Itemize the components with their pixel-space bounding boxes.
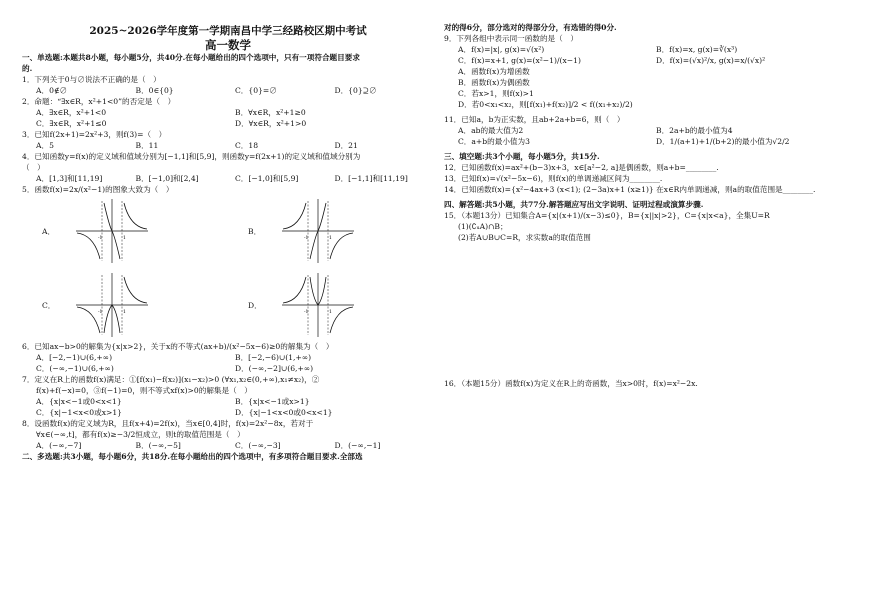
q10-option-c: C．若x>1，则f(x)>1 [458, 89, 534, 98]
left-column [22, 0, 434, 462]
q5-stem: 5．函数f(x)=2x/(x²−1)的图象大致为（ ） [22, 185, 174, 194]
q5-graph-c [22, 271, 228, 339]
q10-option-b: B．函数f(x)为偶函数 [458, 78, 530, 87]
q9-option-b: B．f(x)=x, g(x)=∛(x³) [656, 45, 738, 54]
q7-stem-cont: f(x)+f(−x)=0，③f(−1)=0，则不等式xf(x)>0的解集是（ ） [36, 386, 252, 395]
q5-graph-d [228, 271, 434, 339]
tick-1-d: 1 [329, 310, 332, 315]
tick-1-a: 1 [123, 236, 126, 241]
exam-title: 2025~2026学年度第一学期南昌中学三经路校区期中考试 [89, 25, 367, 37]
q6-option-b: B．[−2,−6)∪(1,+∞) [235, 353, 312, 362]
q5-label-c: C． [42, 300, 56, 310]
q8-option-b: B．(−∞,−5] [135, 441, 181, 450]
q4-options [22, 173, 434, 184]
q2-options [22, 107, 434, 129]
q1-stem: 1．下列关于0与∅说法不正确的是（ ） [22, 75, 161, 84]
q3-options [22, 140, 434, 151]
q8-option-c: C．(−∞,−3] [235, 441, 281, 450]
q6-option-c: C．(−∞,−1)∪(6,+∞) [36, 364, 114, 373]
graph-d-svg [280, 271, 356, 339]
q14-text: 14．已知函数f(x)={x²−4ax+3 (x<1); (2−3a)x+1 (x≥1)} 在x∈R内单调递减，则a的取值范围是________. [444, 185, 816, 194]
section-answer: 四、解答题:共5小题，共77分.解答题应写出文字说明、证明过程或演算步骤. [444, 200, 704, 209]
q7-option-a: A．{x|x<−1或0<x<1} [36, 397, 122, 406]
q5-graph-b [228, 197, 434, 265]
q1-option-c: C．{0}=∅ [235, 86, 277, 95]
q9-stem: 9．下列各组中表示同一函数的是（ ） [444, 34, 578, 43]
q11-option-a: A．ab的最大值为2 [458, 126, 524, 135]
q9-option-d: D．f(x)=(√x)²/x, g(x)=x/(√x)² [656, 56, 766, 65]
q8-options [22, 440, 434, 451]
q9-options [444, 44, 854, 66]
q12-text: 12．已知函数f(x)=ax²+(b−3)x+3，x∈[a²−2, a]是偶函数，则a+b=________. [444, 163, 719, 172]
q5-graphs [22, 197, 434, 339]
q5-graph-a [22, 197, 228, 265]
q6-stem: 6．已知ax−b>0的解集为{x|x>2}，关于x的不等式(ax+b)/(x²−5x−6)≥0的解集为（ ） [22, 342, 334, 351]
q3-option-c: C．18 [235, 141, 259, 150]
q4-stem: 4．已知函数y=f(x)的定义域和值域分别为[−1,1]和[5,9]，则函数y=f(2x+1)的定义域和值域分别为 [22, 152, 361, 161]
q6-option-d: D．(−∞,−2]∪(6,+∞) [235, 364, 314, 373]
tick-neg1-b: -1 [304, 236, 309, 241]
q11-stem: 11．已知a，b为正实数，且ab+2a+b=6，则（ ） [444, 115, 625, 124]
q2-option-a: A．∃x∈R，x²+1<0 [36, 108, 107, 117]
q2-option-d: D．∀x∈R，x²+1>0 [235, 119, 307, 128]
q9-option-a: A．f(x)=|x|, g(x)=√(x²) [458, 45, 545, 54]
q11-options [444, 125, 854, 147]
q3-option-a: A．5 [36, 141, 54, 150]
q15-part2: (2)若A∪B∪C=R，求实数a的取值范围 [458, 233, 591, 242]
q1-option-a: A．0∉∅ [36, 86, 68, 95]
q7-stem: 7．定义在R上的函数f(x)满足：①[f(x₁)−f(x₂)](x₁−x₂)>0 (∀x₁,x₂∈(0,+∞),x₁≠x₂)，② [22, 375, 320, 384]
section-fill-blank: 三、填空题:共3个小题，每小题5分，共15分. [444, 152, 600, 161]
q5-label-a: A． [42, 226, 56, 236]
q1-option-b: B．0∈{0} [135, 86, 174, 95]
right-column [444, 0, 854, 389]
q10-options [444, 66, 854, 110]
tick-neg1-c: -1 [98, 310, 103, 315]
section-single-choice-cont: 的. [22, 64, 33, 73]
q8-stem-cont: ∀x∈(−∞,t]，都有f(x)≥−3/2恒成立，则t的取值范围是（ ） [36, 430, 245, 439]
q4-option-c: C．[−1,0]和[5,9] [235, 174, 299, 183]
q4-option-d: D．[−1,1]和[11,19] [334, 174, 408, 183]
q3-option-b: B．11 [135, 141, 159, 150]
q15-part1: (1)(∁ᵤA)∩B； [458, 222, 508, 231]
q2-option-b: B．∀x∈R，x²+1≥0 [235, 108, 306, 117]
q11-option-b: B．2a+b的最小值为4 [656, 126, 733, 135]
q10-option-a: A．函数f(x)为增函数 [458, 67, 530, 76]
q13-text: 13．已知f(x)=√(x²−5x−6)，则f(x)的单调递减区间为________. [444, 174, 663, 183]
q5-label-b: B． [248, 226, 262, 236]
graph-a-svg [74, 197, 150, 265]
q15-stem: 15．（本题13分）已知集合A={x|(x+1)/(x−3)≤0}，B={x||x|>2}，C={x|x<a}，全集U=R [444, 211, 770, 220]
q7-option-d: D．{x|−1<x<0或0<x<1} [235, 408, 333, 417]
q16-text: 16．（本题15分）函数f(x)为定义在R上的奇函数，当x>0时，f(x)=x²−2x. [444, 379, 698, 388]
section-multi-choice-cont: 对的得6分，部分选对的得部分分，有选错的得0分. [444, 23, 617, 32]
q8-stem: 8．设函数f(x)的定义域为R，且f(x+4)=2f(x)，当x∈[0,4]时，f(x)=2x²−8x，若对于 [22, 419, 314, 428]
q11-option-d: D．1/(a+1)+1/(b+2)的最小值为√2/2 [656, 137, 790, 146]
q10-option-d: D．若0<x₁<x₂，则[f(x₁)+f(x₂)]/2 < f((x₁+x₂)/2) [458, 100, 633, 109]
tick-neg1-a: -1 [98, 236, 103, 241]
q2-stem: 2．命题：“∃x∈R，x²+1<0”的否定是（ ） [22, 97, 176, 106]
section-multi-choice: 二、多选题:共3小题，每小题6分，共18分.在每小题给出的四个选项中，有多项符合题目要求.全部选 [22, 452, 363, 461]
q4-option-b: B．[−1,0]和[2,4] [135, 174, 199, 183]
q4-stem-cont: （ ） [22, 163, 45, 172]
q9-option-c: C．f(x)=x+1, g(x)=(x²−1)/(x−1) [458, 56, 581, 65]
q8-option-a: A．(−∞,−7] [36, 441, 82, 450]
tick-1-c: 1 [123, 310, 126, 315]
q1-options [22, 85, 434, 96]
graph-c-svg [74, 271, 150, 339]
q7-option-b: B．{x|x<−1或x>1} [235, 397, 310, 406]
tick-neg1-d: -1 [304, 310, 309, 315]
exam-subtitle: 高一数学 [205, 38, 251, 52]
section-single-choice: 一、单选题:本题共8小题，每小题5分，共40分.在每小题给出的四个选项中，只有一项符合题目要求 [22, 53, 360, 62]
tick-1-b: 1 [329, 236, 332, 241]
q3-option-d: D．21 [334, 141, 358, 150]
q1-option-d: D．{0}⊇∅ [334, 86, 377, 95]
q7-options [22, 396, 434, 418]
q2-option-c: C．∃x∈R，x²+1≤0 [36, 119, 107, 128]
q8-option-d: D．(−∞,−1] [334, 441, 381, 450]
q11-option-c: C．a+b的最小值为3 [458, 137, 530, 146]
q6-options [22, 352, 434, 374]
q5-label-d: D． [248, 300, 262, 310]
q6-option-a: A．[−2,−1)∪(6,+∞) [36, 353, 113, 362]
q3-stem: 3．已知f(2x+1)=2x²+3，则f(3)=（ ） [22, 130, 167, 139]
q4-option-a: A．[1,3]和[11,19] [36, 174, 103, 183]
q7-option-c: C．{x|−1<x<0或x>1} [36, 408, 123, 417]
graph-b-svg [280, 197, 356, 265]
